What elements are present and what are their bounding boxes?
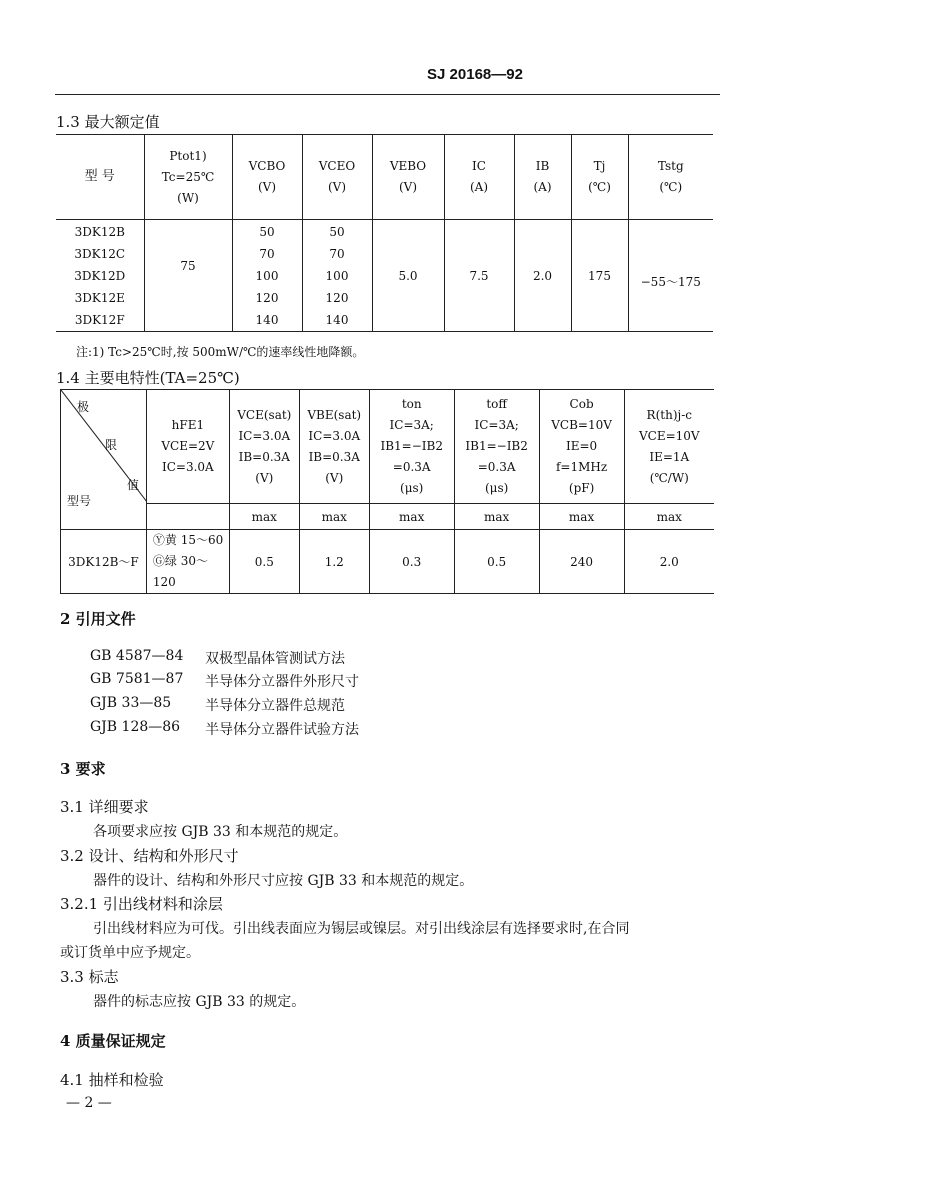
- ton-value: 0.3: [369, 530, 454, 594]
- col-rth: R(th)j-c VCE=10V IE=1A (℃/W): [624, 390, 714, 504]
- vebo-value: 5.0: [372, 220, 444, 332]
- col-vbesat: VBE(sat) IC=3.0A IB=0.3A (V): [299, 390, 369, 504]
- vbesat-value: 1.2: [299, 530, 369, 594]
- section-3-2-1-text-1: 引出线材料应为可伐。引出线表面应为锡层或镍层。对引出线涂层有选择要求时,在合同: [93, 921, 630, 937]
- vcbo-values: 50 70 100 120 140: [232, 220, 302, 332]
- limit-hfe: [146, 504, 229, 530]
- hfe-values: Ⓨ黄 15～60 Ⓖ绿 30～120: [152, 533, 224, 589]
- corner-cell: [61, 390, 147, 530]
- limit-max: max: [624, 504, 714, 530]
- ref-code: GB 7581—87: [90, 671, 184, 687]
- page-number: — 2 —: [66, 1095, 112, 1111]
- section-3-1-title: 3.1 详细要求: [60, 798, 149, 816]
- limit-max: max: [369, 504, 454, 530]
- section-4-title: 4 质量保证规定: [60, 1032, 166, 1050]
- section-3-2-text: 器件的设计、结构和外形尺寸应按 GJB 33 和本规范的规定。: [93, 873, 474, 889]
- col-hfe: hFE1 VCE=2V IC=3.0A: [161, 418, 215, 474]
- max-ratings-table: [56, 134, 713, 332]
- rating-footnote: 注:1) Tc>25℃时,按 500mW/℃的速率线性地降额。: [76, 345, 365, 359]
- section-3-2-1-text-2: 或订货单中应予规定。: [60, 945, 200, 961]
- col-ptot: Ptot1) Tc=25℃ (W): [144, 135, 232, 220]
- ref-name: 半导体分立器件外形尺寸: [205, 674, 359, 690]
- rth-value: 2.0: [624, 530, 714, 594]
- col-vceo: VCEO (V): [302, 135, 372, 220]
- col-toff: toff IC=3A; IB1=−IB2 =0.3A (μs): [454, 390, 539, 504]
- col-cob: Cob VCB=10V IE=0 f=1MHz (pF): [539, 390, 624, 504]
- electrical-table: [60, 389, 714, 594]
- cob-value: 240: [539, 530, 624, 594]
- corner-label-b: 限: [105, 438, 118, 452]
- corner-label-d: 型号: [67, 494, 92, 508]
- col-ib: IB (A): [514, 135, 571, 220]
- header-rule: [55, 94, 720, 95]
- col-tj: Tj (℃): [571, 135, 628, 220]
- toff-value: 0.5: [454, 530, 539, 594]
- ref-code: GJB 33—85: [90, 695, 172, 711]
- ic-value: 7.5: [444, 220, 514, 332]
- section-2-title: 2 引用文件: [60, 610, 136, 628]
- corner-label-c: 值: [127, 478, 140, 492]
- model-range: 3DK12B～F: [61, 530, 147, 594]
- limit-max: max: [299, 504, 369, 530]
- section-3-title: 3 要求: [60, 760, 106, 778]
- section-4-1-title: 4.1 抽样和检验: [60, 1071, 164, 1089]
- section-1-4-title: 1.4 主要电特性(TA=25℃): [56, 369, 240, 387]
- ref-code: GJB 128—86: [90, 719, 181, 735]
- model-list: 3DK12B 3DK12C 3DK12D 3DK12E 3DK12F: [74, 224, 126, 327]
- col-vebo: VEBO (V): [372, 135, 444, 220]
- section-3-3-text: 器件的标志应按 GJB 33 的规定。: [93, 994, 306, 1010]
- ref-code: GB 4587—84: [90, 648, 184, 664]
- vceo-values: 50 70 100 120 140: [302, 220, 372, 332]
- tj-value: 175: [571, 220, 628, 332]
- corner-label-a: 极: [77, 400, 90, 414]
- section-3-2-title: 3.2 设计、结构和外形尺寸: [60, 847, 239, 865]
- ib-value: 2.0: [514, 220, 571, 332]
- col-vcbo: VCBO (V): [232, 135, 302, 220]
- vcesat-value: 0.5: [229, 530, 299, 594]
- section-3-3-title: 3.3 标志: [60, 968, 119, 986]
- ref-name: 半导体分立器件总规范: [205, 698, 345, 714]
- limit-max: max: [539, 504, 624, 530]
- section-3-2-1-title: 3.2.1 引出线材料和涂层: [60, 895, 223, 913]
- limit-max: max: [229, 504, 299, 530]
- tstg-value: −55～175: [628, 220, 713, 332]
- col-vcesat: VCE(sat) IC=3.0A IB=0.3A (V): [229, 390, 299, 504]
- col-type: 型 号: [84, 169, 115, 184]
- col-ton: ton IC=3A; IB1=−IB2 =0.3A (μs): [369, 390, 454, 504]
- section-1-3-title: 1.3 最大额定值: [56, 113, 160, 131]
- ptot-value: 75: [144, 220, 232, 332]
- limit-max: max: [454, 504, 539, 530]
- col-tstg: Tstg (℃): [628, 135, 713, 220]
- ref-name: 双极型晶体管测试方法: [205, 651, 345, 667]
- ref-name: 半导体分立器件试验方法: [205, 722, 359, 738]
- doc-code: SJ 20168—92: [427, 66, 523, 83]
- section-3-1-text: 各项要求应按 GJB 33 和本规范的规定。: [93, 824, 348, 840]
- col-ic: IC (A): [444, 135, 514, 220]
